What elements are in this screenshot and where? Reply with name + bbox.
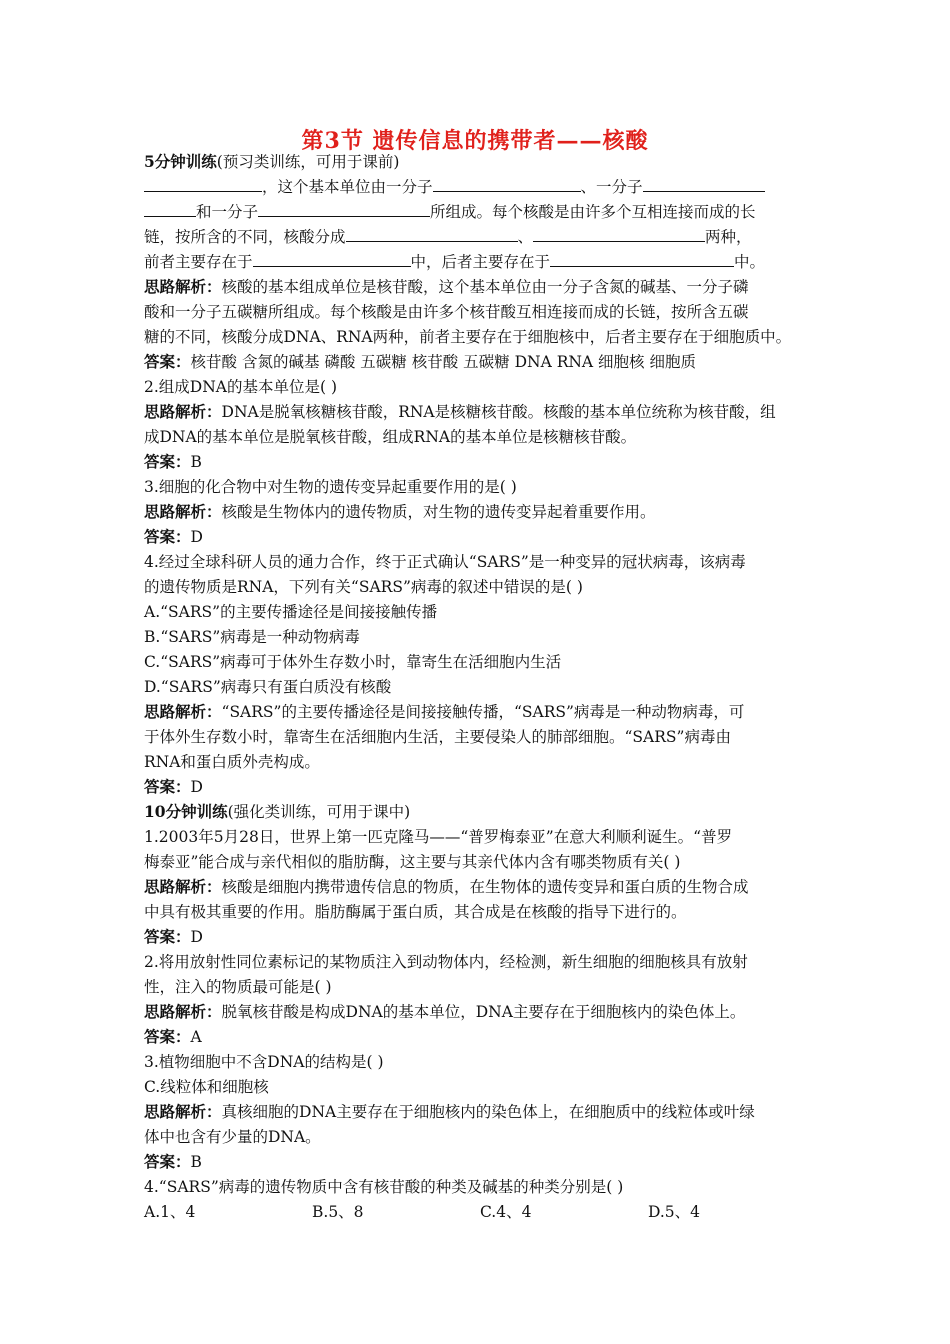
answer-label: 答案：: [144, 927, 191, 946]
analysis-label: 思路解析：: [144, 277, 222, 296]
q4-option: B.“SARS”病毒是一种动物病毒: [144, 628, 360, 646]
blank: [346, 226, 518, 242]
answer-label: 答案：: [144, 777, 191, 796]
q4-option: D.“SARS”病毒只有蛋白质没有核酸: [144, 678, 392, 696]
q1-text: 、一分子: [580, 178, 643, 196]
answer-label: 答案：: [144, 1027, 191, 1046]
p3-analysis-line: 体中也含有少量的DNA。: [144, 1128, 321, 1146]
q1-text: 和一分子: [196, 203, 259, 221]
q4-analysis-line: 于体外生存数小时，靠寄生在活细胞内生活，主要侵染人的肺部细胞。“SARS”病毒由: [144, 728, 731, 746]
answer-text: 核苷酸 含氮的碱基 磷酸 五碳糖 核苷酸 五碳糖 DNA RNA 细胞核 细胞质: [190, 353, 696, 371]
answer-text: A: [190, 1028, 202, 1046]
answer-label: 答案：: [144, 352, 191, 371]
q4-stem-line: 4.经过全球科研人员的通力合作，终于正式确认“SARS”是一种变异的冠状病毒，该病毒: [144, 553, 746, 571]
blank: [144, 176, 262, 192]
q4-analysis-line: [144, 700, 814, 724]
q2-answer: [144, 450, 814, 474]
q1-text: 中，后者主要存在于: [410, 253, 551, 271]
q4-analysis-line: RNA和蛋白质外壳构成。: [144, 753, 320, 771]
p4-option-b: B.5、8: [312, 1203, 364, 1221]
analysis-label: 思路解析：: [144, 702, 222, 721]
q2-stem: 2.组成DNA的基本单位是( ): [144, 378, 337, 396]
q1-text: 中。: [734, 253, 766, 271]
p1-analysis-line: [144, 875, 814, 899]
q1-text: 所组成。每个核酸是由许多个互相连接而成的长: [430, 203, 756, 221]
p4-option-a: A.1、4: [144, 1203, 196, 1221]
document-title: 第3节 遗传信息的携带者——核酸: [301, 128, 649, 154]
p1-stem-line: 1.2003年5月28日，世界上第一匹克隆马——“普罗梅泰亚”在意大利顺利诞生。“普罗: [144, 828, 733, 846]
analysis-label: 思路解析：: [144, 877, 222, 896]
q4-answer: [144, 775, 814, 799]
p1-answer: [144, 925, 814, 949]
p3-option: C.线粒体和细胞核: [144, 1078, 269, 1096]
blank: [550, 251, 734, 267]
p2-answer: [144, 1025, 814, 1049]
answer-label: 答案：: [144, 527, 191, 546]
answer-text: B: [190, 1153, 202, 1171]
analysis-label: 思路解析：: [144, 1102, 222, 1121]
analysis-text: 核酸的基本组成单位是核苷酸，这个基本单位由一分子含氮的碱基、一分子磷: [221, 278, 749, 296]
section-label: 10分钟训练: [144, 802, 228, 821]
section-heading-10min: [144, 800, 814, 824]
analysis-text: 核酸是生物体内的遗传物质，对生物的遗传变异起着重要作用。: [221, 503, 656, 521]
p2-stem-line: 性，注入的物质最可能是( ): [144, 978, 332, 996]
analysis-label: 思路解析：: [144, 1002, 222, 1021]
answer-text: D: [190, 528, 203, 546]
blank: [258, 201, 430, 217]
analysis-text: 核酸是细胞内携带遗传信息的物质，在生物体的遗传变异和蛋白质的生物合成: [221, 878, 749, 896]
analysis-text: 脱氧核苷酸是构成DNA的基本单位，DNA主要存在于细胞核内的染色体上。: [221, 1003, 746, 1021]
section-label: 5分钟训练: [144, 152, 217, 171]
q3-stem: 3.细胞的化合物中对生物的遗传变异起重要作用的是( ): [144, 478, 517, 496]
p3-stem: 3.植物细胞中不含DNA的结构是( ): [144, 1053, 384, 1071]
blank: [253, 251, 411, 267]
p1-stem-line: 梅泰亚”能合成与亲代相似的脂肪酶，这主要与其亲代体内含有哪类物质有关( ): [144, 853, 681, 871]
q1-text: 前者主要存在于: [144, 253, 253, 271]
q1-analysis-line: 糖的不同，核酸分成DNA、RNA两种，前者主要存在于细胞核中，后者主要存在于细胞质中。: [144, 328, 792, 346]
analysis-text: 真核细胞的DNA主要存在于细胞核内的染色体上，在细胞质中的线粒体或叶绿: [221, 1103, 755, 1121]
q1-line-4: [144, 250, 814, 274]
p2-analysis-line: [144, 1000, 814, 1024]
p4-stem: 4.“SARS”病毒的遗传物质中含有核苷酸的种类及碱基的种类分别是( ): [144, 1178, 624, 1196]
q1-analysis-line: [144, 275, 814, 299]
q2-analysis-line: [144, 400, 814, 424]
p4-option-c: C.4、4: [480, 1203, 532, 1221]
p3-analysis-line: [144, 1100, 814, 1124]
p1-analysis-line: 中具有极其重要的作用。脂肪酶属于蛋白质，其合成是在核酸的指导下进行的。: [144, 903, 687, 921]
answer-text: D: [190, 778, 203, 796]
q3-analysis-line: [144, 500, 814, 524]
answer-text: B: [190, 453, 202, 471]
p2-stem-line: 2.将用放射性同位素标记的某物质注入到动物体内，经检测，新生细胞的细胞核具有放射: [144, 953, 748, 971]
blank: [144, 201, 196, 217]
q1-analysis-line: 酸和一分子五碳糖所组成。每个核酸是由许多个核苷酸互相连接而成的长链，按所含五碳: [144, 303, 749, 321]
q4-stem-line: 的遗传物质是RNA，下列有关“SARS”病毒的叙述中错误的是( ): [144, 578, 583, 596]
q1-text: 链，按所含的不同，核酸分成: [144, 228, 346, 246]
blank: [433, 176, 581, 192]
analysis-text: “SARS”的主要传播途径是间接接触传播，“SARS”病毒是一种动物病毒，可: [221, 703, 745, 721]
q3-answer: [144, 525, 814, 549]
answer-label: 答案：: [144, 452, 191, 471]
q1-text: ，这个基本单位由一分子: [262, 178, 433, 196]
q1-line-3: [144, 225, 814, 249]
q1-text: 两种，: [705, 228, 752, 246]
q2-analysis-line: 成DNA的基本单位是脱氧核苷酸，组成RNA的基本单位是核糖核苷酸。: [144, 428, 637, 446]
analysis-label: 思路解析：: [144, 502, 222, 521]
p4-option-d: D.5、4: [648, 1203, 701, 1221]
analysis-text: DNA是脱氧核糖核苷酸，RNA是核糖核苷酸。核酸的基本单位统称为核苷酸，组: [221, 403, 776, 421]
section-heading-5min: [144, 150, 814, 174]
q1-text: 、: [517, 228, 534, 246]
q1-answer: [144, 350, 814, 374]
q4-option: A.“SARS”的主要传播途径是间接接触传播: [144, 603, 438, 621]
q1-line-2: [144, 200, 814, 224]
blank: [533, 226, 705, 242]
answer-label: 答案：: [144, 1152, 191, 1171]
analysis-label: 思路解析：: [144, 402, 222, 421]
q1-line-1: [144, 175, 814, 199]
q4-option: C.“SARS”病毒可于体外生存数小时，靠寄生在活细胞内生活: [144, 653, 562, 671]
p3-answer: [144, 1150, 814, 1174]
blank: [643, 176, 765, 192]
section-note: (预习类训练，可用于课前): [216, 153, 400, 171]
answer-text: D: [190, 928, 203, 946]
section-note: (强化类训练，可用于课中): [227, 803, 411, 821]
